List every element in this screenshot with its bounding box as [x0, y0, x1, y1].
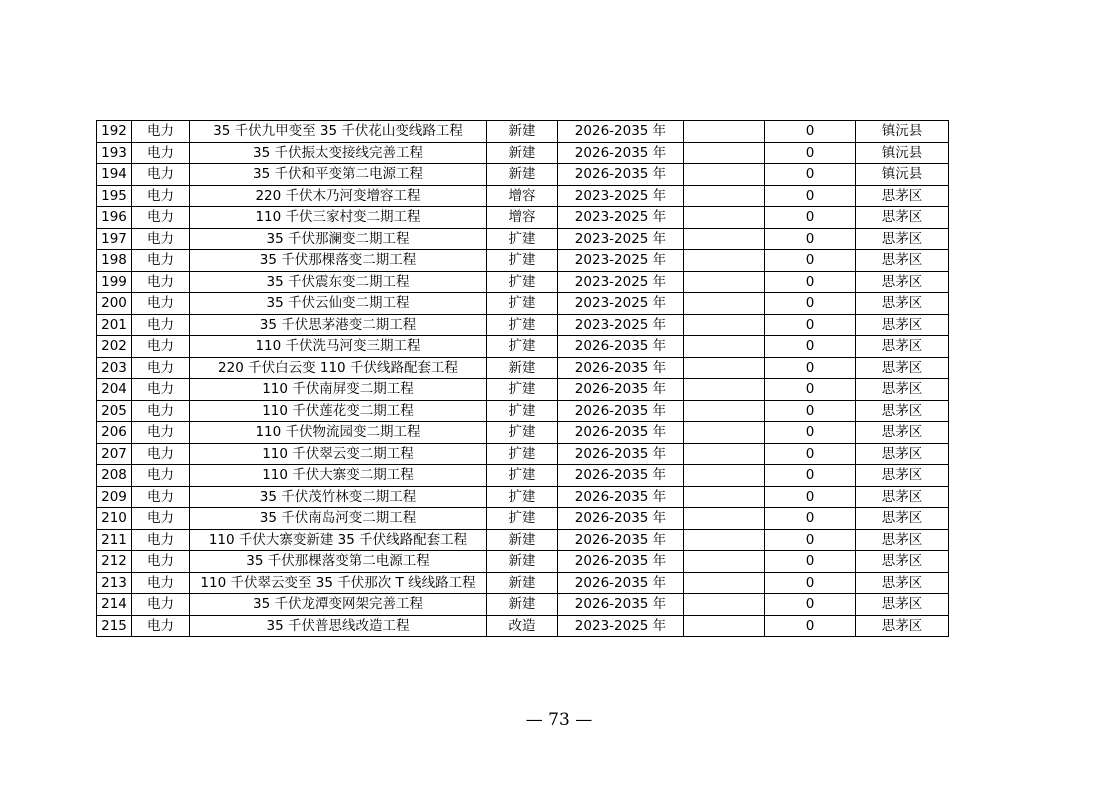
area-cell: 镇沅县 [856, 142, 949, 164]
project-name-cell: 35 千伏思茅港变二期工程 [190, 314, 487, 336]
period-cell: 2026-2035 年 [558, 142, 684, 164]
area-cell: 思茅区 [856, 615, 949, 637]
area-cell: 思茅区 [856, 228, 949, 250]
blank-cell [684, 422, 765, 444]
sector-cell: 电力 [132, 250, 190, 272]
period-cell: 2023-2025 年 [558, 293, 684, 315]
blank-cell [684, 185, 765, 207]
page-number: — 73 — [525, 710, 593, 730]
area-cell: 思茅区 [856, 357, 949, 379]
table-row [97, 228, 949, 250]
row-number-cell: 194 [97, 164, 132, 186]
row-number-cell: 193 [97, 142, 132, 164]
sector-cell: 电力 [132, 314, 190, 336]
table-row [97, 443, 949, 465]
construction-type-cell: 新建 [487, 357, 558, 379]
construction-type-cell: 扩建 [487, 314, 558, 336]
construction-type-cell: 增容 [487, 207, 558, 229]
construction-type-cell: 扩建 [487, 508, 558, 530]
blank-cell [684, 615, 765, 637]
area-cell: 思茅区 [856, 422, 949, 444]
construction-type-cell: 新建 [487, 142, 558, 164]
sector-cell: 电力 [132, 142, 190, 164]
table-row [97, 551, 949, 573]
table-row [97, 572, 949, 594]
period-cell: 2026-2035 年 [558, 465, 684, 487]
project-name-cell: 110 千伏物流园变二期工程 [190, 422, 487, 444]
area-cell: 思茅区 [856, 293, 949, 315]
row-number-cell: 195 [97, 185, 132, 207]
project-name-cell: 35 千伏那棵落变第二电源工程 [190, 551, 487, 573]
area-cell: 思茅区 [856, 594, 949, 616]
value-cell: 0 [765, 615, 856, 637]
period-cell: 2023-2025 年 [558, 271, 684, 293]
value-cell: 0 [765, 228, 856, 250]
sector-cell: 电力 [132, 164, 190, 186]
row-number-cell: 214 [97, 594, 132, 616]
value-cell: 0 [765, 486, 856, 508]
period-cell: 2026-2035 年 [558, 551, 684, 573]
construction-type-cell: 扩建 [487, 250, 558, 272]
value-cell: 0 [765, 594, 856, 616]
project-table [96, 120, 949, 637]
blank-cell [684, 400, 765, 422]
value-cell: 0 [765, 465, 856, 487]
row-number-cell: 196 [97, 207, 132, 229]
area-cell: 思茅区 [856, 400, 949, 422]
value-cell: 0 [765, 121, 856, 143]
blank-cell [684, 314, 765, 336]
row-number-cell: 200 [97, 293, 132, 315]
project-name-cell: 35 千伏茂竹林变二期工程 [190, 486, 487, 508]
value-cell: 0 [765, 142, 856, 164]
area-cell: 思茅区 [856, 508, 949, 530]
area-cell: 思茅区 [856, 271, 949, 293]
project-name-cell: 35 千伏和平变第二电源工程 [190, 164, 487, 186]
sector-cell: 电力 [132, 615, 190, 637]
project-name-cell: 220 千伏白云变 110 千伏线路配套工程 [190, 357, 487, 379]
area-cell: 思茅区 [856, 207, 949, 229]
row-number-cell: 210 [97, 508, 132, 530]
period-cell: 2026-2035 年 [558, 594, 684, 616]
value-cell: 0 [765, 314, 856, 336]
row-number-cell: 207 [97, 443, 132, 465]
period-cell: 2026-2035 年 [558, 121, 684, 143]
construction-type-cell: 扩建 [487, 336, 558, 358]
value-cell: 0 [765, 422, 856, 444]
row-number-cell: 202 [97, 336, 132, 358]
row-number-cell: 212 [97, 551, 132, 573]
construction-type-cell: 新建 [487, 594, 558, 616]
row-number-cell: 205 [97, 400, 132, 422]
sector-cell: 电力 [132, 422, 190, 444]
project-name-cell: 35 千伏那棵落变二期工程 [190, 250, 487, 272]
value-cell: 0 [765, 357, 856, 379]
project-name-cell: 110 千伏大寨变新建 35 千伏线路配套工程 [190, 529, 487, 551]
blank-cell [684, 164, 765, 186]
project-name-cell: 35 千伏振太变接线完善工程 [190, 142, 487, 164]
blank-cell [684, 271, 765, 293]
project-name-cell: 110 千伏莲花变二期工程 [190, 400, 487, 422]
table-row [97, 529, 949, 551]
table-row [97, 250, 949, 272]
value-cell: 0 [765, 572, 856, 594]
value-cell: 0 [765, 271, 856, 293]
area-cell: 思茅区 [856, 529, 949, 551]
period-cell: 2026-2035 年 [558, 529, 684, 551]
period-cell: 2026-2035 年 [558, 357, 684, 379]
value-cell: 0 [765, 529, 856, 551]
project-name-cell: 110 千伏洗马河变三期工程 [190, 336, 487, 358]
blank-cell [684, 357, 765, 379]
sector-cell: 电力 [132, 443, 190, 465]
row-number-cell: 203 [97, 357, 132, 379]
sector-cell: 电力 [132, 551, 190, 573]
construction-type-cell: 扩建 [487, 443, 558, 465]
sector-cell: 电力 [132, 529, 190, 551]
project-name-cell: 110 千伏大寨变二期工程 [190, 465, 487, 487]
table-row [97, 164, 949, 186]
table-row [97, 207, 949, 229]
project-name-cell: 110 千伏翠云变至 35 千伏那次 T 线线路工程 [190, 572, 487, 594]
blank-cell [684, 486, 765, 508]
period-cell: 2026-2035 年 [558, 422, 684, 444]
row-number-cell: 197 [97, 228, 132, 250]
period-cell: 2023-2025 年 [558, 314, 684, 336]
value-cell: 0 [765, 508, 856, 530]
blank-cell [684, 443, 765, 465]
construction-type-cell: 扩建 [487, 422, 558, 444]
area-cell: 思茅区 [856, 443, 949, 465]
project-name-cell: 35 千伏龙潭变网架完善工程 [190, 594, 487, 616]
project-name-cell: 35 千伏普思线改造工程 [190, 615, 487, 637]
sector-cell: 电力 [132, 572, 190, 594]
sector-cell: 电力 [132, 379, 190, 401]
construction-type-cell: 新建 [487, 572, 558, 594]
table-row [97, 508, 949, 530]
blank-cell [684, 594, 765, 616]
blank-cell [684, 121, 765, 143]
project-name-cell: 110 千伏三家村变二期工程 [190, 207, 487, 229]
sector-cell: 电力 [132, 207, 190, 229]
area-cell: 思茅区 [856, 551, 949, 573]
blank-cell [684, 228, 765, 250]
blank-cell [684, 207, 765, 229]
sector-cell: 电力 [132, 293, 190, 315]
row-number-cell: 204 [97, 379, 132, 401]
value-cell: 0 [765, 551, 856, 573]
project-name-cell: 35 千伏那澜变二期工程 [190, 228, 487, 250]
blank-cell [684, 250, 765, 272]
period-cell: 2026-2035 年 [558, 400, 684, 422]
blank-cell [684, 508, 765, 530]
sector-cell: 电力 [132, 508, 190, 530]
construction-type-cell: 扩建 [487, 400, 558, 422]
value-cell: 0 [765, 207, 856, 229]
area-cell: 思茅区 [856, 336, 949, 358]
table-row [97, 314, 949, 336]
table-row [97, 594, 949, 616]
project-name-cell: 35 千伏震东变二期工程 [190, 271, 487, 293]
table-row [97, 379, 949, 401]
sector-cell: 电力 [132, 185, 190, 207]
table-row [97, 121, 949, 143]
table-row [97, 185, 949, 207]
value-cell: 0 [765, 400, 856, 422]
construction-type-cell: 增容 [487, 185, 558, 207]
table-row [97, 293, 949, 315]
row-number-cell: 201 [97, 314, 132, 336]
row-number-cell: 198 [97, 250, 132, 272]
sector-cell: 电力 [132, 228, 190, 250]
value-cell: 0 [765, 164, 856, 186]
period-cell: 2026-2035 年 [558, 486, 684, 508]
period-cell: 2026-2035 年 [558, 508, 684, 530]
blank-cell [684, 529, 765, 551]
blank-cell [684, 465, 765, 487]
area-cell: 思茅区 [856, 314, 949, 336]
value-cell: 0 [765, 185, 856, 207]
construction-type-cell: 新建 [487, 551, 558, 573]
row-number-cell: 211 [97, 529, 132, 551]
area-cell: 镇沅县 [856, 121, 949, 143]
table-row [97, 142, 949, 164]
value-cell: 0 [765, 250, 856, 272]
table-row [97, 357, 949, 379]
row-number-cell: 206 [97, 422, 132, 444]
table-row [97, 465, 949, 487]
sector-cell: 电力 [132, 400, 190, 422]
sector-cell: 电力 [132, 486, 190, 508]
blank-cell [684, 142, 765, 164]
row-number-cell: 208 [97, 465, 132, 487]
sector-cell: 电力 [132, 121, 190, 143]
area-cell: 思茅区 [856, 250, 949, 272]
value-cell: 0 [765, 293, 856, 315]
period-cell: 2026-2035 年 [558, 164, 684, 186]
table-row [97, 422, 949, 444]
construction-type-cell: 新建 [487, 121, 558, 143]
period-cell: 2023-2025 年 [558, 185, 684, 207]
period-cell: 2026-2035 年 [558, 443, 684, 465]
period-cell: 2023-2025 年 [558, 615, 684, 637]
construction-type-cell: 扩建 [487, 486, 558, 508]
project-name-cell: 35 千伏南岛河变二期工程 [190, 508, 487, 530]
period-cell: 2023-2025 年 [558, 207, 684, 229]
table-row [97, 271, 949, 293]
sector-cell: 电力 [132, 271, 190, 293]
value-cell: 0 [765, 443, 856, 465]
construction-type-cell: 改造 [487, 615, 558, 637]
project-name-cell: 35 千伏九甲变至 35 千伏花山变线路工程 [190, 121, 487, 143]
period-cell: 2023-2025 年 [558, 228, 684, 250]
construction-type-cell: 新建 [487, 529, 558, 551]
row-number-cell: 199 [97, 271, 132, 293]
sector-cell: 电力 [132, 336, 190, 358]
construction-type-cell: 扩建 [487, 271, 558, 293]
construction-type-cell: 新建 [487, 164, 558, 186]
blank-cell [684, 551, 765, 573]
period-cell: 2023-2025 年 [558, 250, 684, 272]
sector-cell: 电力 [132, 357, 190, 379]
area-cell: 思茅区 [856, 379, 949, 401]
area-cell: 思茅区 [856, 572, 949, 594]
period-cell: 2026-2035 年 [558, 572, 684, 594]
project-name-cell: 35 千伏云仙变二期工程 [190, 293, 487, 315]
blank-cell [684, 379, 765, 401]
area-cell: 镇沅县 [856, 164, 949, 186]
construction-type-cell: 扩建 [487, 293, 558, 315]
blank-cell [684, 293, 765, 315]
table-row [97, 486, 949, 508]
sector-cell: 电力 [132, 594, 190, 616]
row-number-cell: 213 [97, 572, 132, 594]
construction-type-cell: 扩建 [487, 465, 558, 487]
blank-cell [684, 336, 765, 358]
period-cell: 2026-2035 年 [558, 379, 684, 401]
row-number-cell: 192 [97, 121, 132, 143]
construction-type-cell: 扩建 [487, 228, 558, 250]
project-name-cell: 110 千伏翠云变二期工程 [190, 443, 487, 465]
area-cell: 思茅区 [856, 486, 949, 508]
table-body [97, 121, 949, 637]
row-number-cell: 209 [97, 486, 132, 508]
table-row [97, 615, 949, 637]
row-number-cell: 215 [97, 615, 132, 637]
sector-cell: 电力 [132, 465, 190, 487]
project-name-cell: 110 千伏南屏变二期工程 [190, 379, 487, 401]
area-cell: 思茅区 [856, 185, 949, 207]
table-row [97, 400, 949, 422]
table-row [97, 336, 949, 358]
project-name-cell: 220 千伏木乃河变增容工程 [190, 185, 487, 207]
construction-type-cell: 扩建 [487, 379, 558, 401]
blank-cell [684, 572, 765, 594]
area-cell: 思茅区 [856, 465, 949, 487]
value-cell: 0 [765, 336, 856, 358]
value-cell: 0 [765, 379, 856, 401]
period-cell: 2026-2035 年 [558, 336, 684, 358]
